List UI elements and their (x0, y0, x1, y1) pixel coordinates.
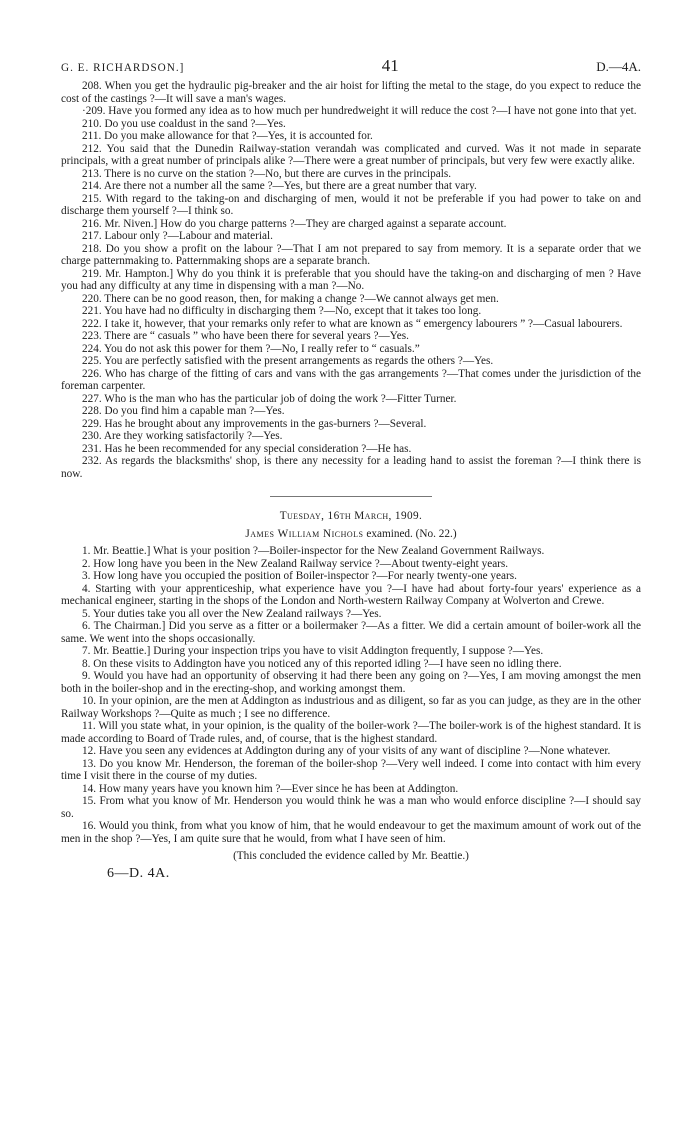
question-answer-paragraph: 212. You said that the Dunedin Railway-station verandah was complicated and curved. Was it not made in separate principals, with a great number of principals alike ?—There were a great number of principals, but very few were exactly alike. (61, 142, 641, 167)
question-answer-paragraph: 14. How many years have you known him ?—Ever since he has been at Addington. (82, 782, 459, 795)
witness-name: James William Nichols (245, 528, 364, 540)
closing-note: (This concluded the evidence called by Mr. Beattie.) (233, 850, 469, 862)
question-answer-paragraph: 15. From what you know of Mr. Henderson you would think he was a man who would enforce discipline ?—I should say so. (61, 795, 641, 820)
question-answer-paragraph: 222. I take it, however, that your remarks only refer to what are known as “ emergency labourers ” ?—Casual labourers. (82, 317, 623, 330)
question-answer-paragraph: 3. How long have you occupied the position of Boiler-inspector ?—For nearly twenty-one years. (82, 570, 517, 582)
question-answer-paragraph: 6. The Chairman.] Did you serve as a fitter or a boilermaker ?—As a fitter. We did a certain amount of boiler-work all the same. We went into the shops occasionally. (61, 620, 641, 645)
question-answer-paragraph: 5. Your duties take you all over the New Zealand railways ?—Yes. (82, 607, 382, 620)
question-answer-paragraph: 216. Mr. Niven.] How do you charge patterns ?—They are charged against a separate account. (82, 217, 507, 230)
question-answer-paragraph: 223. There are “ casuals ” who have been there for several years ?—Yes. (82, 330, 409, 342)
question-answer-paragraph: 12. Have you seen any evidences at Addington during any of your visits of any want of discipline ?—None whatever. (82, 745, 611, 757)
question-answer-paragraph: 8. On these visits to Addington have you noticed any of this reported idling ?—I have seen no idling there. (82, 657, 562, 670)
question-answer-paragraph: 229. Has he brought about any improvements in the gas-burners ?—Several. (82, 417, 427, 430)
question-answer-paragraph: 226. Who has charge of the fitting of cars and vans with the gas arrangements ?—That comes under the jurisdiction of the foreman carpenter. (61, 367, 641, 392)
question-answer-paragraph: 231. Has he been recommended for any special consideration ?—He has. (82, 442, 412, 455)
witness-status: examined. (No. 22.) (363, 528, 457, 540)
question-answer-paragraph: 211. Do you make allowance for that ?—Yes, it is accounted for. (82, 130, 373, 142)
evidence-section-nichols (61, 545, 641, 845)
question-answer-paragraph: 227. Who is the man who has the particular job of doing the work ?—Fitter Turner. (82, 392, 457, 405)
question-answer-paragraph: 221. You have had no difficulty in discharging them ?—No, except that it takes too long. (82, 305, 482, 317)
question-answer-paragraph: 10. In your opinion, are the men at Addington as industrious and as diligent, so far as you can judge, as they are in the other Railway Workshops ?—Quite as much ; I see no difference. (61, 695, 641, 720)
question-answer-paragraph: ·209. Have you formed any idea as to how much per hundredweight it will reduce the cost ?—I have not gone into that yet. (82, 105, 637, 117)
question-answer-paragraph: 219. Mr. Hampton.] Why do you think it is preferable that you should have the taking-on and discharging of men ? Have you had any difficulty at any time in dispensing with a man ?—No. (61, 267, 641, 292)
question-answer-paragraph: 208. When you get the hydraulic pig-breaker and the air hoist for lifting the metal to the stage, do you expect to reduce the cost of the castings ?—It will save a man's wages. (61, 80, 641, 105)
question-answer-paragraph: 4. Starting with your apprenticeship, what experience have you ?—I have had about forty-four years' experience as a mechanical engineer, starting in the shops of the London and North-western Railway Company at Wolverton and Crewe. (61, 582, 641, 607)
sheet-signature: 6—D. 4A. (107, 866, 170, 881)
question-answer-paragraph: 228. Do you find him a capable man ?—Yes. (82, 405, 285, 417)
section-divider (270, 496, 432, 497)
question-answer-paragraph: 210. Do you use coaldust in the sand ?—Yes. (82, 117, 286, 130)
question-answer-paragraph: 215. With regard to the taking-on and discharging of men, would it not be preferable if you had power to take on and discharge them yourself ?—I think so. (61, 192, 641, 217)
question-answer-paragraph: 230. Are they working satisfactorily ?—Yes. (82, 430, 283, 442)
question-answer-paragraph: 220. There can be no good reason, then, for making a change ?—We cannot always get men. (82, 292, 499, 305)
question-answer-paragraph: 1. Mr. Beattie.] What is your position ?—Boiler-inspector for the New Zealand Government Railways. (82, 545, 545, 557)
question-answer-paragraph: 224. You do not ask this power for them ?—No, I really refer to “ casuals.” (82, 342, 420, 355)
evidence-section-richardson (61, 80, 641, 480)
question-answer-paragraph: 9. Would you have had an opportunity of observing it had there been any going on ?—Yes, I am moving amongst the men both in the boiler-shop and in the erecting-shop, and working amongst them. (61, 670, 641, 695)
question-answer-paragraph: 7. Mr. Beattie.] During your inspection trips you have to visit Addington frequently, I suppose ?—Yes. (82, 645, 544, 657)
question-answer-paragraph: 16. Would you think, from what you know of him, that he would endeavour to get the maximum amount of work out of the men in the shop ?—Yes, I am quite sure that he would, from what I have seen of him. (61, 820, 641, 845)
question-answer-paragraph: 213. There is no curve on the station ?—No, but there are curves in the principals. (82, 167, 452, 180)
document-reference: D.—4A. (596, 59, 641, 74)
question-answer-paragraph: 13. Do you know Mr. Henderson, the foreman of the boiler-shop ?—Very well indeed. I come into contact with him every time I visit there in the course of my duties. (61, 757, 641, 782)
witness-heading (61, 527, 641, 541)
sitting-date: Tuesday, 16th March, 1909. (279, 510, 423, 522)
question-answer-paragraph: 214. Are there not a number all the same ?—Yes, but there are a great number that vary. (82, 180, 477, 192)
question-answer-paragraph: 232. As regards the blacksmiths' shop, is there any necessity for a leading hand to assist the foreman ?—I think there is now. (61, 455, 641, 480)
running-header (61, 56, 641, 80)
question-answer-paragraph: 225. You are perfectly satisfied with the present arrangements as regards the others ?—Yes. (82, 355, 494, 367)
header-witness-name: G. E. RICHARDSON.] (61, 62, 185, 74)
question-answer-paragraph: 2. How long have you been in the New Zealand Railway service ?—About twenty-eight years. (82, 557, 509, 570)
page-number: 41 (381, 56, 399, 75)
question-answer-paragraph: 218. Do you show a profit on the labour ?—That I am not prepared to say from memory. It is a separate order that we charge patternmaking to. Patternmaking shops are a separate branch. (61, 242, 641, 267)
question-answer-paragraph: 217. Labour only ?—Labour and material. (82, 230, 273, 242)
question-answer-paragraph: 11. Will you state what, in your opinion, is the quality of the boiler-work ?—The boiler-work is of the highest standard. It is made according to Board of Trade rules, and, of course, that is the highest standard. (61, 720, 641, 745)
